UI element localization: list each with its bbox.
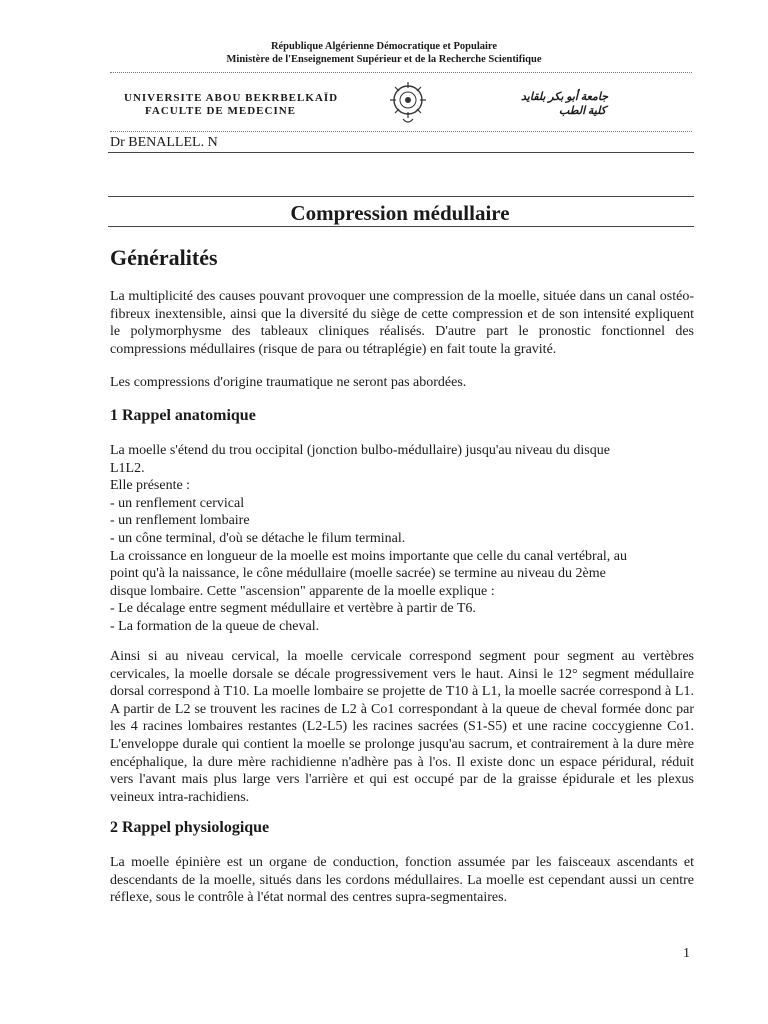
author-name: Dr BENALLEL. N bbox=[110, 135, 218, 150]
list-item: - un renflement cervical bbox=[110, 495, 245, 511]
text-line: La moelle s'étend du trou occipital (jonction bulbo-médullaire) jusqu'au niveau du disque bbox=[110, 443, 610, 458]
republic-header: République Algérienne Démocratique et Populaire bbox=[270, 41, 498, 52]
anatomy-paragraph: Ainsi si au niveau cervical, la moelle cervicale correspond segment pour segment au vertèbres cervicales, la moelle dorsale se décale progressivement vers le haut. Ainsi le 12° segment médullaire dorsal correspond à T10. La moelle lombaire se projette de T10 à L1, la moelle sacrée correspond à L1. A partir de L2 se trouvent les racines de L2 à Co1 correspondant à la queue de cheval formée donc par les 4 racines lombaires restantes (L2-L5) les racines sacrées (S1-S5) et une racine coccygienne Co1. L'enveloppe durale qui contient la moelle se prolonge jusqu'au sacrum, et contrairement à la dure mère encéphalique, la dure mère rachidienne n'adhère pas à l'os. Il existe donc un espace péridural, réduit vers l'avant mais plus large vers l'arrière et qui est occupé par de la graisse épidurale et les plexus veineux intra-rachidiens. bbox=[110, 649, 694, 805]
section-heading-physiology: 2 Rappel physiologique bbox=[110, 819, 270, 836]
page-number: 1 bbox=[683, 946, 690, 961]
title-rule bbox=[108, 196, 694, 197]
physiology-paragraph: La moelle épinière est un organe de conduction, fonction assumée par les faisceaux ascendants et descendants de la moelle, situés dans les cordons médullaires. La moelle est cependant aussi un centre réflexe, sous le contrôle à l'état normal des centres supra-segmentaires. bbox=[110, 855, 694, 906]
section-heading-anatomy: 1 Rappel anatomique bbox=[110, 407, 256, 424]
faculty-name: FACULTE DE MEDECINE bbox=[145, 105, 297, 117]
text-line: point qu'à la naissance, le cône médullaire (moelle sacrée) se termine au niveau du 2ème bbox=[110, 566, 606, 582]
list-item: - Le décalage entre segment médullaire et vertèbre à partir de T6. bbox=[110, 601, 476, 617]
anatomy-list-block bbox=[110, 442, 694, 636]
text-line: La croissance en longueur de la moelle est moins importante que celle du canal vertébral, au bbox=[110, 548, 628, 564]
university-name-arabic: جامعة أبو بكر بلقايد bbox=[521, 91, 608, 103]
text-line: disque lombaire. Cette "ascension" apparente de la moelle explique : bbox=[110, 583, 495, 599]
list-item: - un renflement lombaire bbox=[110, 513, 250, 529]
header-divider bbox=[110, 72, 692, 73]
section-heading-generalites: Généralités bbox=[110, 245, 218, 270]
intro-paragraph: La multiplicité des causes pouvant provoquer une compression de la moelle, située dans un canal ostéo-fibreux inextensible, ainsi que la diversité du siège de cette compression et de son intensité expliquent le polymorphysme des tableaux cliniques réalisés. D'autre part le pronostic fonctionnel des compressions médullaires (risque de para ou tétraplégie) en fait toute la gravité. bbox=[110, 289, 694, 357]
title-rule bbox=[108, 226, 694, 227]
list-item: - un cône terminal, d'où se détache le filum terminal. bbox=[110, 530, 406, 546]
text-line: Elle présente : bbox=[110, 478, 191, 494]
university-emblem-icon bbox=[386, 80, 430, 126]
text-line: L1L2. bbox=[110, 460, 145, 476]
page-title: Compression médullaire bbox=[290, 201, 510, 225]
list-item: - La formation de la queue de cheval. bbox=[110, 618, 320, 634]
university-name: UNIVERSITE ABOU BEKRBELKAÏD bbox=[124, 92, 339, 104]
author-rule bbox=[108, 152, 694, 153]
faculty-name-arabic: كلية الطب bbox=[558, 105, 606, 117]
ministry-header: Ministère de l'Enseignement Supérieur et de la Recherche Scientifique bbox=[226, 54, 542, 65]
intro-note: Les compressions d'origine traumatique ne seront pas abordées. bbox=[110, 375, 467, 390]
header-divider bbox=[110, 131, 692, 132]
